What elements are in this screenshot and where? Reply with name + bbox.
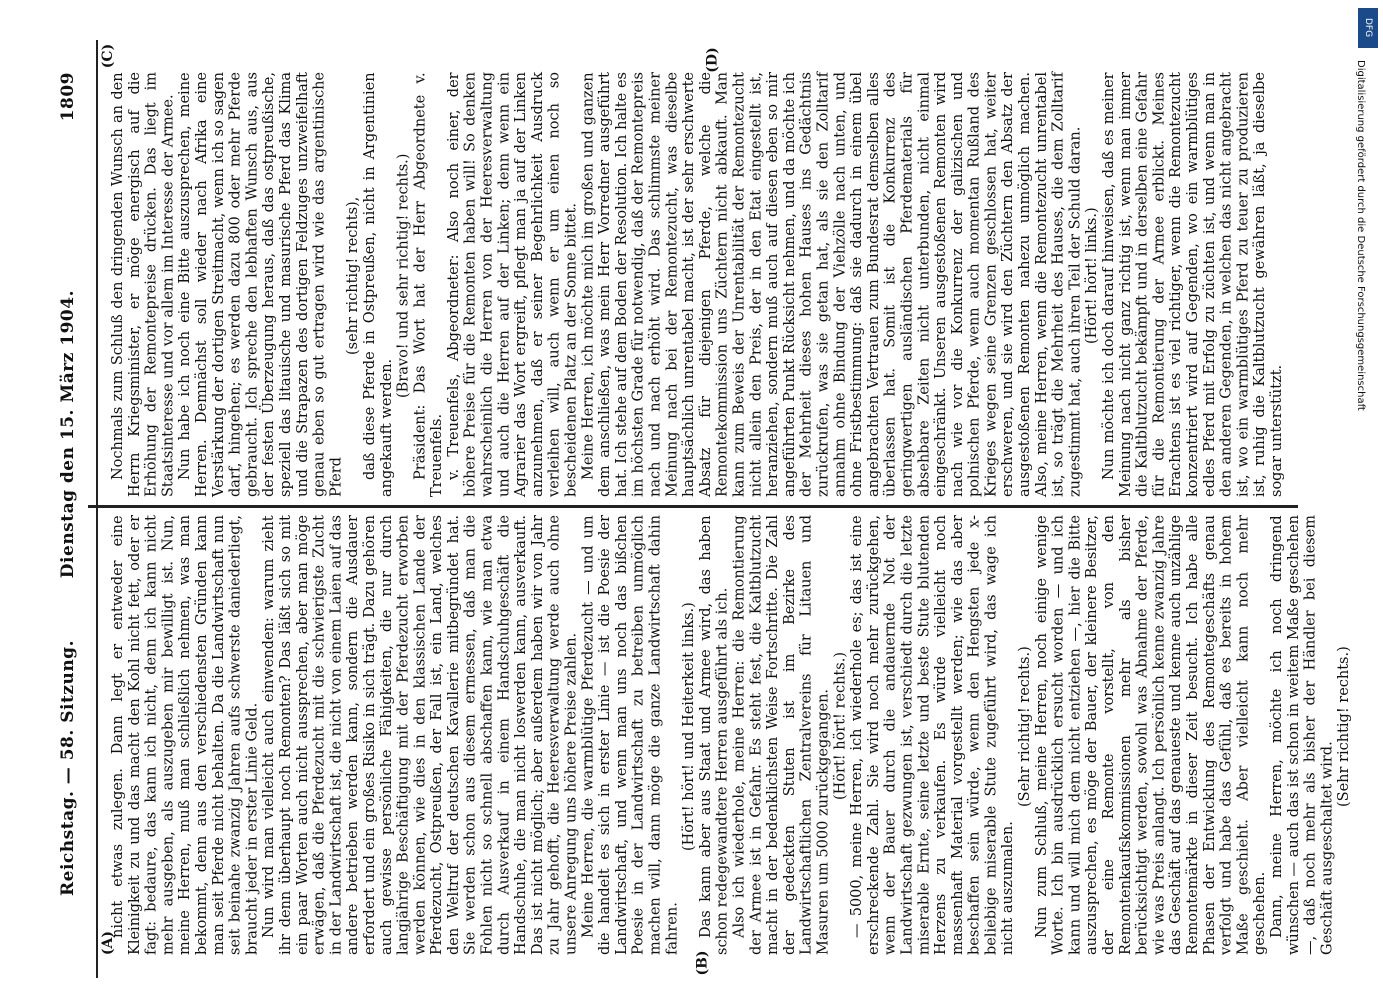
paragraph: — 5000, meine Herren, ich wiederhole es; das ist eine erschreckende Zahl. Sie wird noch mehr zurückgehen, wenn der Bauer durch die andauernde Not der Landwirtschaft gezwungen ist, verschiedt durch die letzte miserable Ernte, seine letzte und beste Stute blutenden Herzens zu verkaufen. Es würde vielleicht noch massenhaft Material vorgestellt werden; wie das aber beschaffen sein würde, wenn den Hengsten jede x-beliebige miserable Stute zugeführt wird, das wage ich nicht auszumalen.: [849, 515, 1017, 955]
interjection: (Hört! hört! links.): [1084, 207, 1101, 345]
margin-mark-b: (B): [694, 950, 711, 976]
paragraph: nicht etwas zulegen. Dann legt er entweder eine Kleinigkeit zu und das macht den Kohl nicht fett, oder er fagt: bedaure, das kann ich nicht, denn ich kann nicht mehr ausgeben, als auszugeben mir bewilligt ist. Nun, meine Herren, muß man schließlich nehmen, was man bekommt, denn aus den verschiedensten Gründen kann man seit Pferde nicht behalten. Da die Landwirtschaft nun seit beinahe zwanzig Jahren aufs schwerste daniederliegt, braucht jeder in erster Linie Geld.: [110, 515, 261, 955]
left-column: [110, 515, 1353, 955]
paragraph: v. Treuenfels, Abgeordneter: Also noch einer, der höhere Preise für die Remonten haben will! So denken wahrscheinlich die Herren von der Heeresverwaltung und auch die Herren auf der Linken; denn wenn ein Agrarier das Wort ergreift, pflegt man ja auf der Linken anzunehmen, daß er seiner Begehrlichkeit Ausdruck verleihen will, auch wenn er um einen noch so bescheidenen Platz an der Sonne bittet.: [445, 72, 580, 497]
margin-mark-a: (A): [100, 930, 117, 956]
margin-mark-d: (D): [704, 47, 721, 73]
paragraph: Nun möchte ich doch darauf hinweisen, daß es meiner Meinung nach nicht ganz richtig ist, wenn man immer die Kaltblutzucht bekämpft und in derselben eine Gefahr für die Remontierung der Armee erblickt. Meines Erachtens ist es viel richtiger, wenn die Remontezucht konzentriert wird auf Gegenden, wo ein warmblütiges edles Pferd mit Erfolg zu züchten ist, und wenn man in den anderen Gegenden, in welchen das nicht angebracht ist, wo ein warmblütiges Pferd zu teuer zu produzieren ist, ruhig die Kaltblutzucht gewähren läßt, ja dieselbe sogar unterstützt.: [1101, 72, 1285, 497]
paragraph: Meine Herren, ich möchte mich im großen und ganzen dem anschließen, was mein Herr Vorredner ausgeführt hat. Ich stehe auf dem Boden der Resolution. Ich halte es im höchsten Grade für notwendig, daß der Remontepreis nach und nach erhöht wird. Das schlimmste meiner Meinung nach bei der Remontezucht, was dieselbe hauptsächlich unrentabel macht, ist der sehr erschwerte Absatz für diejenigen Pferde, welche die Remontekommission uns Züchtern nicht abkauft. Man kann zum Beweis der Unrentabilität der Remontezucht nicht allein den Preis, der in den Etat eingestellt ist, heranziehen, sondern muß auch auf diesen eben so mir angeführten Punkt Rücksicht nehmen, und da möchte ich der Mehrheit dieses hohen Hauses ins Gedächtnis zurückrufen, was sie getan hat, als sie den Zolltarif annahm ohne Bindung der Viehzölle nach unten, und ohne Fristbestimmung: daß sie dadurch in einem übel angebrachten Vertrauen zum Bundesrat demselben alles überlassen hat. Somit ist die Konkurrenz des geringwertigen ausländischen Pferdematerials für absehbare Zeiten nicht unterbunden, nicht einmal eingeschränkt. Unseren ausgestoßenen Remonten wird nach wie vor die Konkurrenz der galizischen und polnischen Pferde, wenn auch momentan Rußland des Krieges wegen seine Grenzen geschlossen hat, weiter erschweren, und sie wird den Züchtern den Absatz der ausgestoßenen Remonten nahezu unmöglich machen. Also, meine Herren, wenn die Remontezucht unrentabel ist, so trägt die Mehrheit des Hauses, die dem Zolltarif zugestimmt hat, auch ihren Teil der Schuld daran.: [580, 72, 1084, 497]
interjection: (Sehr richtig! rechts.): [1336, 645, 1353, 807]
paragraph: Nochmals zum Schluß den dringenden Wunsch an den Herrn Kriegsminister, er möge energisch auf die Erhöhung der Remontepreise drücken. Das liegt im Staatsinteresse und vor allem im Interesse der Armee.: [110, 72, 177, 497]
paragraph: Meine Herren, die warmblütige Pferdezucht — und um die handelt es sich in erster Linie — ist die Poesie der Landwirtschaft, und wenn man uns noch das bißchen Poesie in der Landwirtschaft zu betreiben unmöglich machen will, dann möge die ganze Landwirtschaft dahin fahren.: [580, 515, 681, 955]
page-number: 1809: [58, 72, 78, 122]
paragraph: daß diese Pferde in Ostpreußen, nicht in Argentinien angekauft werden.: [361, 72, 395, 497]
right-column: [110, 72, 1300, 497]
header-left: Reichstag. — 58. Sitzung.: [58, 640, 78, 896]
paragraph: Dann, meine Herren, möchte ich noch dringend wünschen — auch das ist schon in weitem Maße geschehen —, daß noch mehr als bisher der Händler bei diesem Geschäft ausgeschaltet wird.: [1268, 515, 1336, 955]
paragraph: Nun habe ich noch eine Bitte auszusprechen, meine Herren. Demnächst soll wieder nach Afrika eine Verstärkung der dortigen Streitmacht, wenn ich so sagen darf, hingehen; es werden dazu 800 oder mehr Pferde gebraucht. Ich spreche den lebhaften Wunsch aus, aus der festen Überzeugung heraus, daß das ostpreußische, speziell das litauische und masurische Pferd das Klima und die Strapazen des dortigen Feldzuges unzweifelhaft genau eben so gut ertragen wird wie das argentinische Pferd: [177, 72, 345, 497]
paragraph: Nun wird man vielleicht auch einwenden: warum zieht ihr denn überhaupt noch Remonten? Das läßt sich so mit ein paar Worten auch nicht aussprechen, aber man möge erwägen, daß die Pferdezucht mit die schwierigste Zucht in der Landwirtschaft ist, die nicht von einem Laien auf das andere betrieben werden kann, sondern die Ausdauer erfordert und ein großes Risiko in sich trägt. Dazu gehören auch gewisse persönliche Fähigkeiten, die nur durch langjährige Beschäftigung mit der Pferdezucht erworben werden können, wie dies in den klassischen Lande der Pferdezucht, Ostpreußen, der Fall ist, ein Land, welches den Weltruf der deutschen Kavallerie mitbegründet hat. Sie werden schon aus diesem ermessen, daß man die Fohlen nicht so schnell abschaffen kann, wie man etwa durch Ausverkauf in einem Handschuhgeschäft die Handschuhe, die man nicht loswerden kann, ausverkauft. Das ist nicht möglich; aber außerdem haben wir von Jahr zu Jahr gehofft, die Heeresverwaltung werde auch ohne unsere Anregung uns höhere Preise zahlen.: [261, 515, 580, 955]
interjection: (Bravo! und sehr richtig! rechts.): [395, 153, 412, 399]
interjection: (Sehr richtig! rechts.): [1017, 645, 1034, 807]
digitization-credit: Digitalisierung gefördert durch die Deutsche Forschungsgemeinschaft: [1355, 60, 1366, 411]
paragraph: Das kann aber aus Staat und Armee wird, das haben schon redegewandtere Herren ausgeführt als ich.: [697, 515, 731, 955]
paragraph: Also ich wiederhole, meine Herren: die Remontierung der Armee ist in Gefahr. Es steht fest, die Kaltblutzucht macht in der bedenklichsten Weise Fortschritte. Die Zahl der gedeckten Stuten ist im Bezirke des Landwirtschaftlichen Zentralvereins für Litauen und Masuren um 5000 zurückgegangen.: [731, 515, 832, 955]
interjection: (Hört! hört! rechts.): [832, 652, 849, 801]
interjection: (Hört! hört! und Heiterkeit links.): [681, 601, 698, 851]
column-divider: [88, 505, 1298, 508]
margin-mark-c: (C): [100, 43, 117, 69]
paragraph: Nun zum Schluß, meine Herren, noch einige wenige Worte. Ich bin ausdrücklich ersucht worden — und ich kann und will mich dem nicht entziehen —, hier die Bitte auszusprechen, es möge der Bauer, der kleinere Besitzer, der eine Remonte vorstellt, von den Remontenkaufskommissionen mehr als bisher berücksichtigt werden, sowohl was Abnahme der Pferde, wie was Preis anlangt. Ich persönlich kenne zwanzig Jahre das Geschäft auf das genaueste und kenne auch unzählige Remontemärkte in dieser Zeit besucht. Ich habe alle Phasen der Entwicklung des Remontegeschäfts genau verfolgt und habe das Gefühl, daß es bereits in hohem Maße geschieht. Aber vielleicht kann noch mehr geschehen.: [1033, 515, 1269, 955]
header-center: Dienstag den 15. März 1904.: [58, 290, 78, 579]
dfg-logo: DFG: [1358, 8, 1378, 48]
header-rule: [96, 40, 98, 978]
interjection: (sehr richtig! rechts),: [345, 196, 362, 355]
paragraph: Präsident: Das Wort hat der Herr Abgeordnete v. Treuenfels.: [412, 72, 446, 497]
